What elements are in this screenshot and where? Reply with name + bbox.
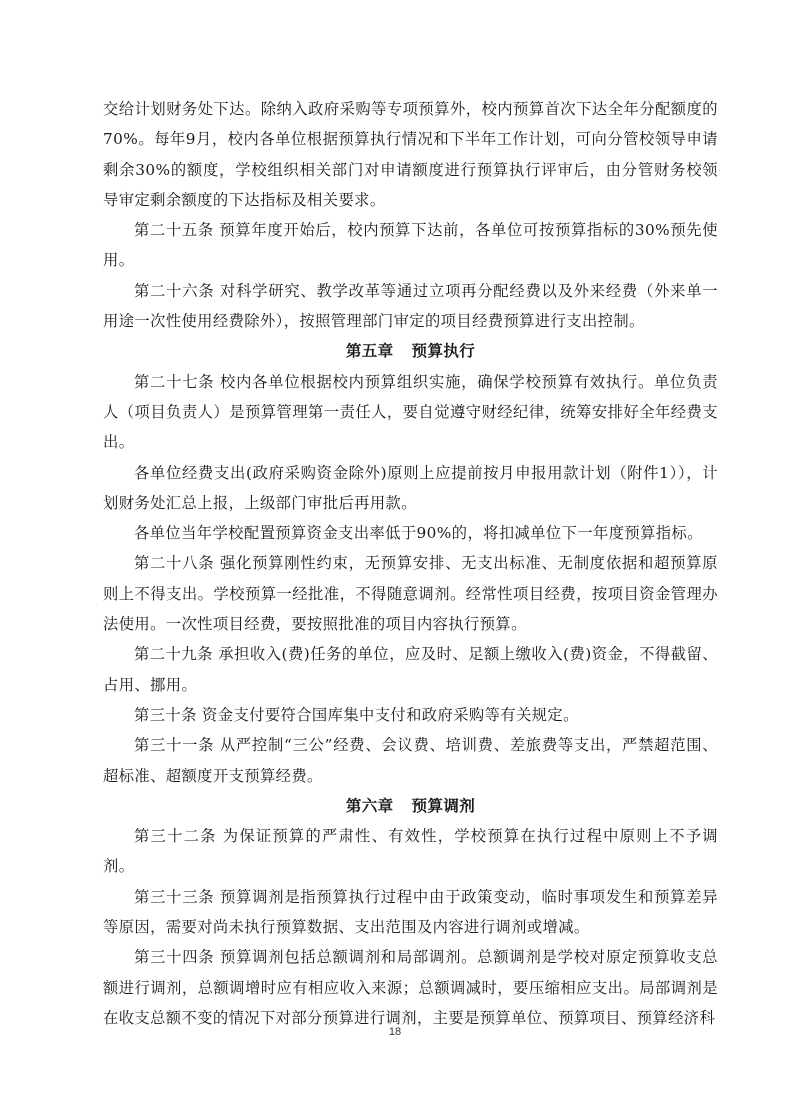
- article-32: 第三十二条 为保证预算的严肃性、有效性，学校预算在执行过程中原则上不予调剂。: [103, 827, 718, 876]
- paragraph-expenditure-rate: 各单位当年学校配置预算资金支出率低于90%的，将扣减单位下一年度预算指标。: [134, 524, 703, 543]
- article-26: 第二十六条 对科学研究、教学改革等通过立项再分配经费以及外来经费（外来单一用途一次性使用经费除外），按照管理部门审定的项目经费预算进行支出控制。: [103, 281, 718, 331]
- page-number: 18: [388, 1026, 402, 1038]
- article-30: 第三十条 资金支付要符合国库集中支付和政府采购等有关规定。: [134, 705, 579, 724]
- article-25: 第二十五条 预算年度开始后，校内预算下达前，各单位可按预算指标的30%预先使用。: [103, 221, 718, 270]
- article-33: 第三十三条 预算调剂是指预算执行过程中由于政策变动，临时事项发生和预算差异等原因，需要对尚未执行预算数据、支出范围及内容进行调剂或增减。: [103, 887, 718, 937]
- paragraph-continuation: 交给计划财务处下达。除纳入政府采购等专项预算外，校内预算首次下达全年分配额度的70%。每年9月，校内各单位根据预算执行情况和下半年工作计划，可向分管校领导申请剩余30%的额度，学校组织相关部门对申请额度进行预算执行评审后，由分管财务校领导审定剩余额度的下达指标及相关要求。: [103, 100, 718, 209]
- article-28: 第二十八条 强化预算刚性约束，无预算安排、无支出标准、无制度依据和超预算原则上不得支出。学校预算一经批准，不得随意调剂。经常性项目经费，按项目资金管理办法使用。一次性项目经费，要按照批准的项目内容执行预算。: [103, 554, 718, 634]
- article-31: 第三十一条 从严控制“三公”经费、会议费、培训费、差旅费等支出，严禁超范围、超标准、超额度开支预算经费。: [103, 736, 718, 785]
- chapter-5-number: 第五章: [345, 342, 394, 361]
- article-27: 第二十七条 校内各单位根据校内预算组织实施，确保学校预算有效执行。单位负责人（项目负责人）是预算管理第一责任人，要自觉遵守财经纪律，统筹安排好全年经费支出。: [103, 372, 718, 452]
- article-34: 第三十四条 预算调剂包括总额调剂和局部调剂。总额调剂是学校对原定预算收支总额进行调剂，总额调增时应有相应收入来源；总额调减时，要压缩相应支出。局部调剂是在收支总额不变的情况下对部分预算进行调剂，主要是预算单位、预算项目、预算经济科: [103, 948, 718, 1027]
- chapter-5-title: 预算执行: [411, 342, 476, 361]
- page-body: [103, 94, 718, 1033]
- paragraph-payment-plan: 各单位经费支出(政府采购资金除外)原则上应提前按月申报用款计划（附件1）），计划财务处汇总上报，上级部门审批后再用款。: [103, 463, 718, 512]
- article-29: 第二十九条 承担收入(费)任务的单位，应及时、足额上缴收入(费)资金，不得截留、占用、挪用。: [103, 645, 718, 694]
- chapter-6-number: 第六章: [345, 796, 394, 815]
- chapter-5-heading: [103, 336, 718, 366]
- chapter-6-heading: [103, 791, 718, 821]
- chapter-6-title: 预算调剂: [411, 796, 476, 815]
